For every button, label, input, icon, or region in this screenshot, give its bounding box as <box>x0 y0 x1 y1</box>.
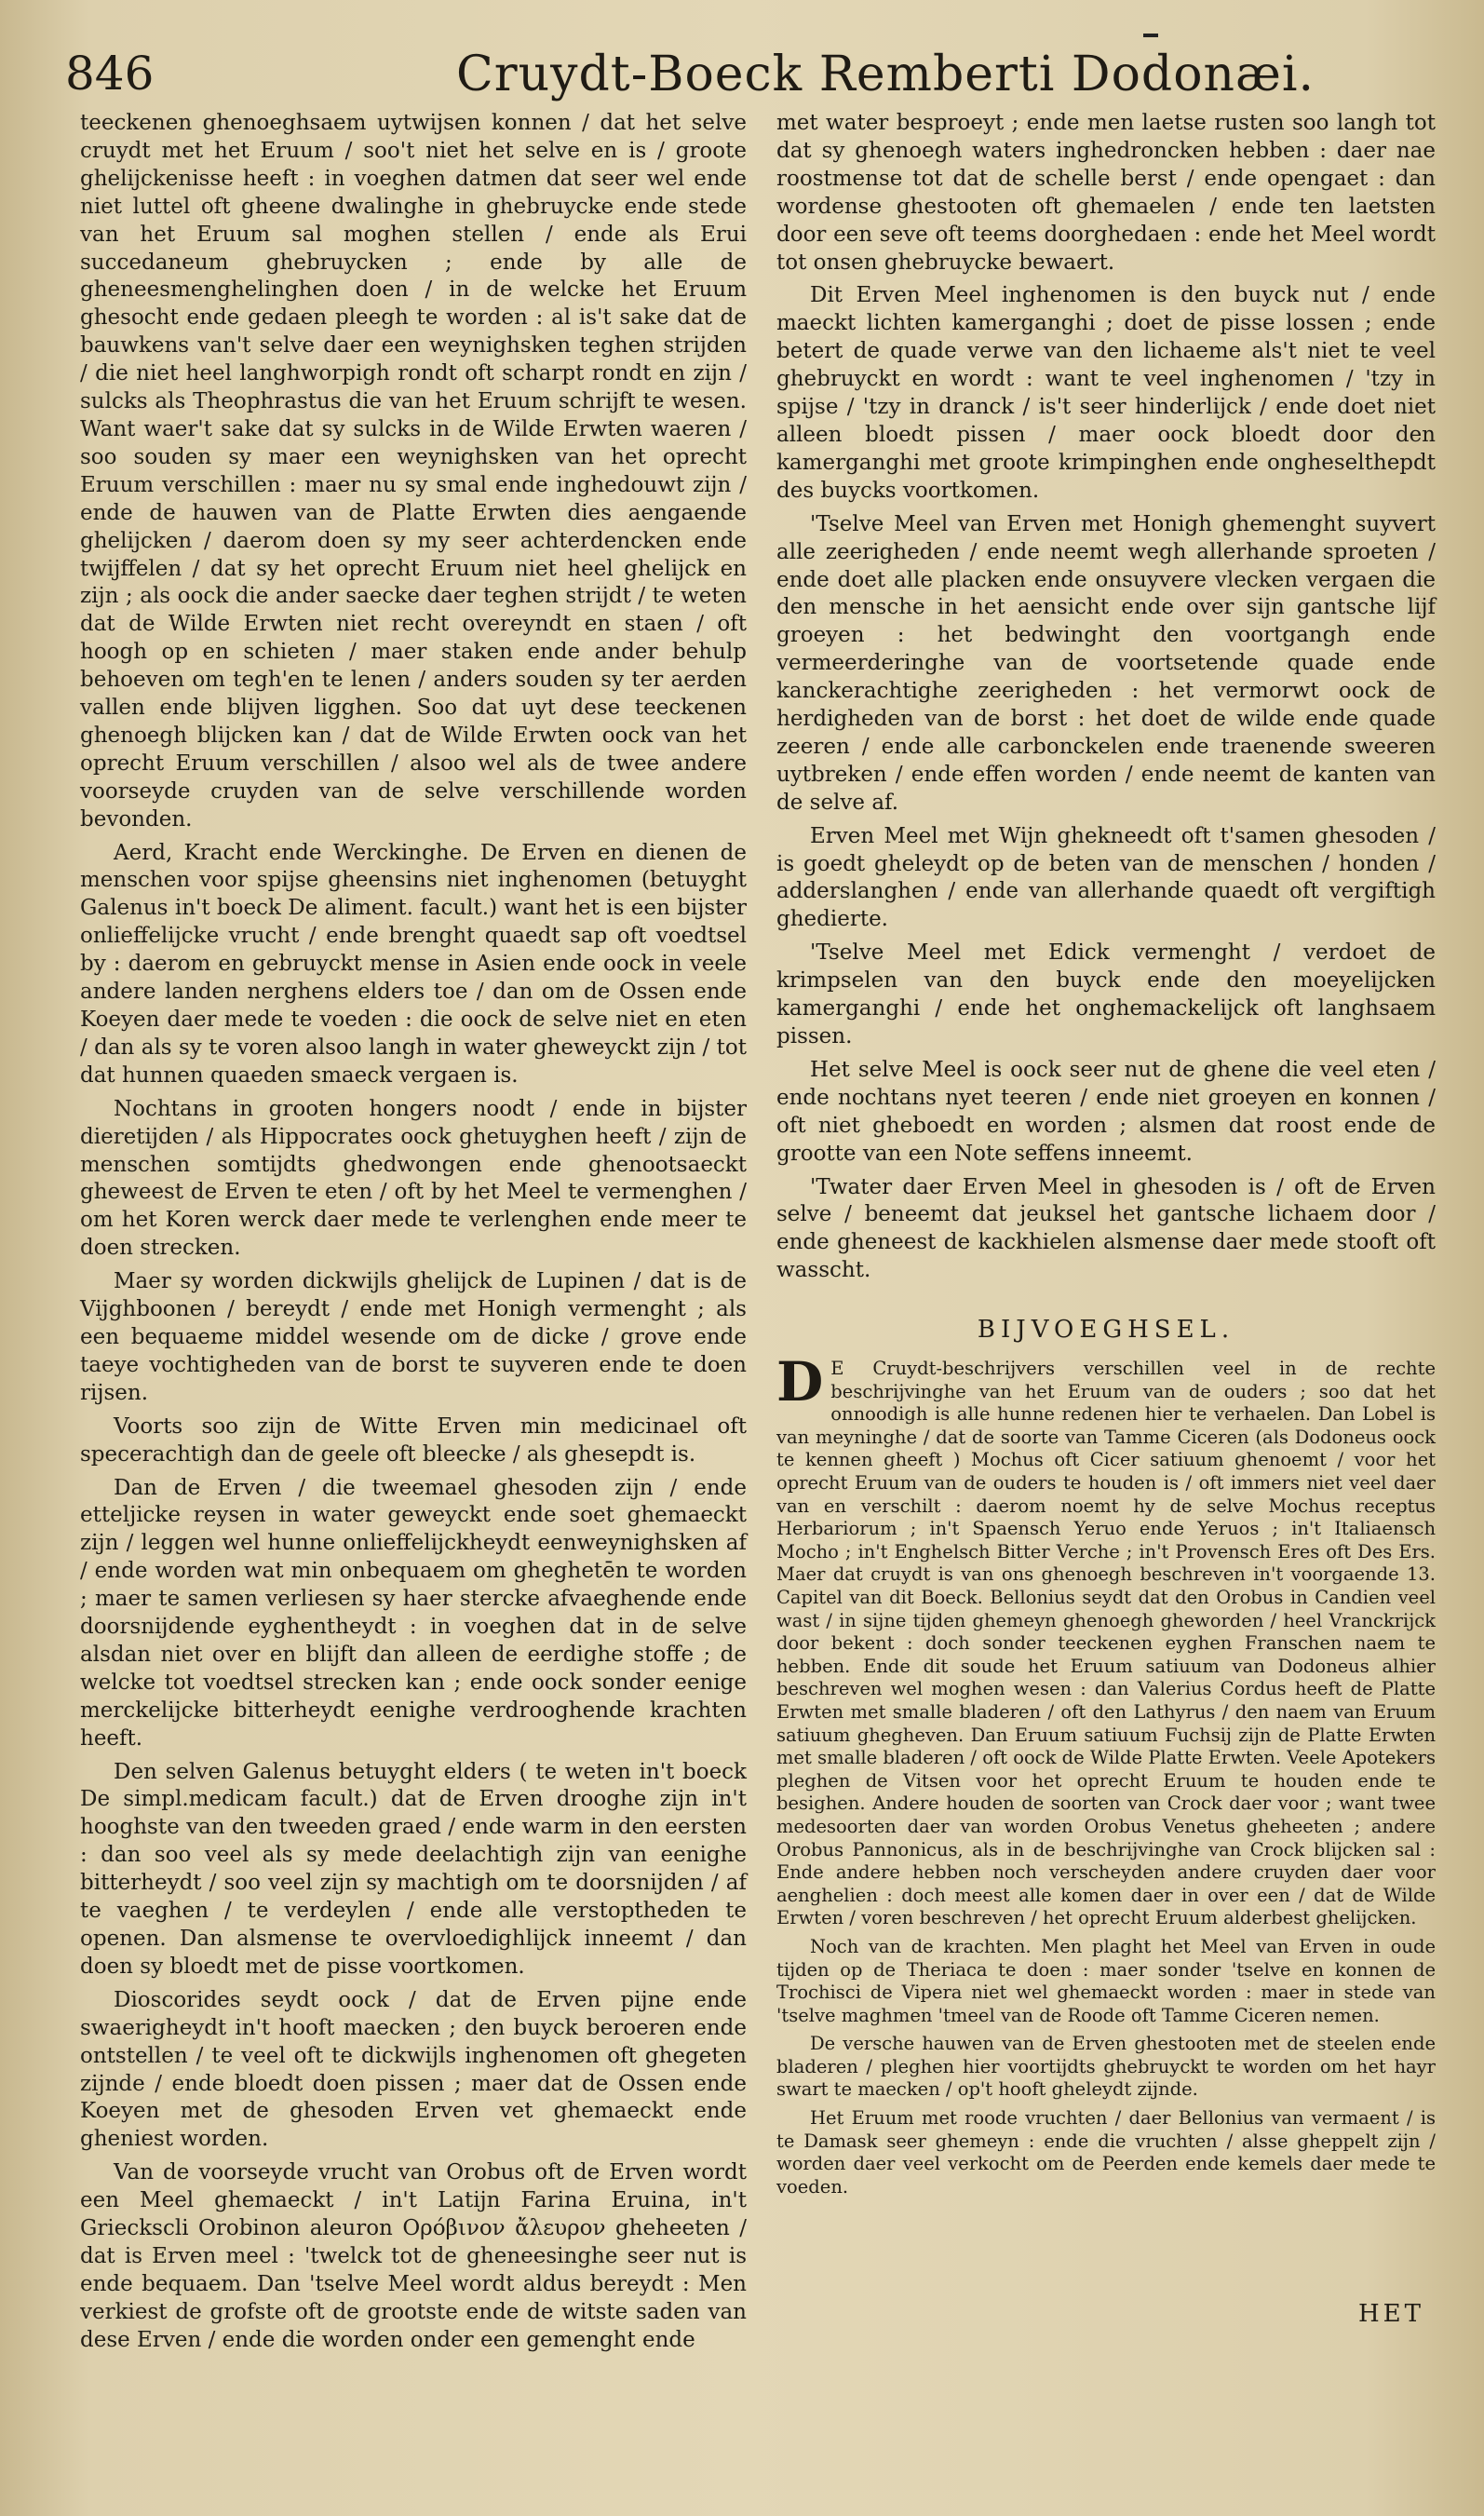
right-paragraph: 'Tselve Meel van Erven met Honigh ghemenght suyvert alle zeerigheden / ende neemt wegh allerhande sproeten / ende doet alle placken ende onsuyvere vlecken vergaen die den mensche in het aensicht ende over sijn gantsche lijf groeyen : het bedwinght den voortgangh ende vermeerderinghe van de voortsetende quade ende kanckerachtighe zeerigheden : het vermorwt oock de herdigheden van de borst : het doet de wilde ende quade zeeren / ende alle carbonckelen ende traenende sweeren uytbreken / ende effen worden / ende neemt de kanten van de selve af. <box>776 511 1436 815</box>
left-paragraph: Dan de Erven / die tweemael ghesoden zijn / ende etteljicke reysen in water geweyckt ende soet ghemaeckt zijn / leggen wel hunne onlieffelijckheydt eenweynighsken af / ende worden wat min onbequaem om gheghetēn te worden ; maer te samen verliesen sy haer stercke afvaeghende ende doorsnijdende eyghentheydt : in voeghen dat in de selve alsdan niet over en blijft dan alleen de eerdighe stoffe ; de welcke tot voedtsel strecken kan ; ende oock sonder eenige merckelijcke bitterheydt eenighe verdrooghende krachten heeft. <box>80 1475 747 1751</box>
drop-cap: D <box>776 1350 824 1414</box>
appendix-paragraph: Het Eruum met roode vruchten / daer Bellonius van vermaent / is te Damask seer ghemeyn : ende die vruchten / alsse gheppelt zijn / worden daer veel verkocht om de Peerden ende kemels daer mede te voeden. <box>776 2107 1436 2198</box>
left-paragraph: Van de voorseyde vrucht van Orobus oft de Erven wordt een Meel ghemaeckt / in't Latijn Farina Eruina, in't Grieckscli Orobinon aleuron Oρόβινον ἄλευρον gheheeten / dat is Erven meel : 'twelck tot de gheneesinghe seer nut is ende bequaem. Dan 'tselve Meel wordt aldus bereydt : Men verkiest de grofste oft de grootste ende de witste saden van dese Erven / ende die worden onder een gemenght ende <box>80 2160 747 2352</box>
right-paragraph: met water besproeyt ; ende men laetse rusten soo langh tot dat sy ghenoegh waters inghedroncken hebben : daer nae roostmense tot dat de schelle berst / ende opengaet : dan wordense ghestooten oft ghemaelen / ende ten laetsten door een seve oft teems doorghedaen : ende het Meel wordt tot onsen ghebruycke bewaert. <box>776 111 1436 275</box>
right-paragraph: Dit Erven Meel inghenomen is den buyck nut / ende maeckt lichten kamerganghi ; doet de pisse lossen ; ende betert de quade verwe van den lichaeme als't niet te veel ghebruyckt en wordt : want te veel inghenomen / 'tzy in spijse / 'tzy in dranck / is't seer hinderlijck / ende doet niet alleen bloedt pissen / maer oock bloedt door den kamerganghi met groote krimpinghen ende ongheselthepdt des buycks voortkomen. <box>776 283 1436 503</box>
left-paragraph: Maer sy worden dickwijls ghelijck de Lupinen / dat is de Vijghboonen / bereydt / ende met Honigh vermenght ; als een bequaeme middel wesende om de dicke / grove ende taeye vochtigheden van de borst te suyveren ende te doen rijsen. <box>80 1269 747 1405</box>
appendix-paragraph: De versche hauwen van de Erven ghestooten met de steelen ende bladeren / pleghen hier voortijdts ghebruyckt te worden om het hayr swart te maecken / op't hooft gheleydt zijnde. <box>776 2033 1436 2101</box>
appendix-heading: BIJVOEGHSEL. <box>977 1316 1235 1345</box>
right-paragraph: Het selve Meel is oock seer nut de ghene die veel eten / ende nochtans nyet teeren / ende niet groeyen en konnen / oft niet gheboedt en worden ; alsmen dat roost ende de grootte van een Note seffens inneemt. <box>776 1057 1436 1166</box>
catchword: HET <box>1358 2300 1424 2328</box>
left-paragraph: Den selven Galenus betuyght elders ( te weten in't boeck De simpl.medicam facult.) dat de Erven drooghe zijn in't hooghste van den tweeden graed / ende warm in den eersten : dan soo veel als sy mede deelachtigh zijn van eenighe bitterheydt / soo veel zijn sy machtigh om te doorsnijden / af te vaeghen / te verdeylen / ende alle verstoptheden te openen. Dan alsmense te overvloedighlijck inneemt / dan doen sy bloedt met de pisse voortkomen. <box>80 1759 747 1979</box>
left-paragraph: Dioscorides seydt oock / dat de Erven pijne ende swaerigheydt in't hooft maecken ; den buyck beroeren ende ontstellen / te veel oft te dickwijls inghenomen oft ghegeten zijnde / ende bloedt doen pissen ; maer dat de Ossen ende Koeyen met de ghesoden Erven vet ghemaeckt ende gheniest worden. <box>80 1987 747 2152</box>
appendix-section <box>776 1350 1436 2198</box>
left-paragraph: Aerd, Kracht ende Werckinghe. De Erven en dienen de menschen voor spijse gheensins niet inghenomen (betuyght Galenus in't boeck De aliment. facult.) want het is een bijster onlieffelijcke vrucht / ende brenght quaedt sap oft voedtsel by : daerom en gebruyckt mense in Asien ende oock in veele andere landen nerghens elders toe / dan om de Ossen ende Koeyen daer mede te voeden : die oock de selve niet en eten / dan als sy te voren alsoo langh in water gheweyckt zijn / tot dat hunnen quaeden smaeck vergaen is. <box>80 840 747 1088</box>
page-number: 846 <box>65 47 155 101</box>
left-column <box>80 110 747 2360</box>
right-paragraph: 'Tselve Meel met Edick vermenght / verdoet de krimpselen van den buyck ende den moeyelijcken kamerganghi / ende het onghemackelijck oft langhsaem pissen. <box>776 940 1436 1048</box>
left-paragraph: Voorts soo zijn de Witte Erven min medicinael oft specerachtigh dan de geele oft bleecke / als ghesepdt is. <box>80 1414 747 1467</box>
right-paragraph: 'Twater daer Erven Meel in ghesoden is / oft de Erven selve / beneemt dat jeuksel het gantsche lichaem door / ende gheneest de kackhielen alsmense daer mede stooft oft wasscht. <box>776 1174 1436 1283</box>
running-title: Cruydt-Boeck Remberti Dodonæi. <box>456 47 1315 102</box>
right-column <box>776 110 1436 2204</box>
appendix-paragraph-text: E Cruydt-beschrijvers verschillen veel in de rechte beschrijvinghe van het Eruum van de ouders ; soo dat het onnoodigh is alle hunne redenen hier te verhaelen. Dan Lobel is van meyninghe / dat de soorte van Tamme Ciceren (als Dodoneus oock te kennen gheeft ) Mochus oft Cicer satiuum ghenoemt / voor het oprecht Eruum van de ouders te houden is / oft immers niet veel daer van en verschilt : daerom noemt hy de selve Mochus receptus Herbariorum ; in't Spaensch Yeruo ende Yeruos ; in't Italiaensch Mocho ; in't Enghelsch Bitter Verche ; in't Provensch Eres oft Des Ers. Maer dat cruydt is van ons ghenoegh beschreven in't voorgaende 13. Capitel van dit Boeck. Bellonius seydt dat den Orobus in Candien veel wast / in sijne tijden ghemeyn ghenoegh gheworden / heel Vranckrijck door bekent : doch sonder teeckenen eyghen Franschen naem te hebben. Ende dit soude het Eruum satiuum van Dodoneus alhier beschreven wel moghen wesen : dan Valerius Cordus heeft de Platte Erwten met smalle bladeren / oft den Lathyrus / den naem van Eruum satiuum ghegheven. Dan Eruum satiuum Fuchsij zijn de Platte Erwten met smalle bladeren / oft oock de Wilde Platte Erwten. Veele Apotekers pleghen de Vitsen voor het oprecht Eruum te houden ende te besighen. Andere houden de soorten van Crock daer voor ; want twee medesoorten daer van worden Orobus Venetus gheheeten ; andere Orobus Pannonicus, als in de beschrijvinghe van Crock blijcken sal : Ende andere hebben noch verscheyden andere cruyden daer voor aenghelien : doch meest alle komen daer in over een / dat de Wilde Erwten / voren beschreven / het oprecht Eruum alderbest ghelijcken. <box>776 1358 1436 1929</box>
appendix-paragraph: Noch van de krachten. Men plaght het Meel van Erven in oude tijden op de Theriaca te doen : maer sonder 'tselve en konnen de Trochisci de Vipera niet wel ghemaeckt worden : maer in stede van 'tselve maghmen 'tmeel van de Roode oft Tamme Ciceren nemen. <box>776 1935 1436 2026</box>
page-header <box>65 37 1428 112</box>
appendix-paragraph <box>776 1350 1436 1930</box>
right-paragraph: Erven Meel met Wijn ghekneedt oft t'samen ghesoden / is goedt gheleydt op de beten van de menschen / honden / adderslanghen / ende van allerhande quaedt oft vergiftigh ghedierte. <box>776 823 1436 932</box>
left-paragraph: Nochtans in grooten hongers noodt / ende in bijster dieretijden / als Hippocrates oock ghetuyghen heeft / zijn de menschen somtijdts ghedwongen ende ghenootsaeckt gheweest de Erven te eten / oft by het Meel te vermenghen / om het Koren werck daer mede te verlenghen ende meer te doen strecken. <box>80 1096 747 1261</box>
left-paragraph: teeckenen ghenoeghsaem uytwijsen konnen / dat het selve cruydt met het Eruum / soo't niet het selve en is / groote ghelijckenisse heeft : in voeghen datmen dat seer wel ende niet luttel oft gheene dwalinghe in ghebruycke ende stede van het Eruum sal moghen stellen / ende als Erui succedaneum ghebruycken ; ende by alle de gheneesmenghelinghen doen / in de welcke het Eruum ghesocht ende gedaen pleegh te worden : al is't sake dat de bauwkens van't selve daer een weynighsken teghen strijden / die niet heel langhworpigh rondt oft scharpt rondt en zijn / sulcks als Theophrastus die van het Eruum schrijft te wesen. Want waer't sake dat sy sulcks in de Wilde Erwten waeren / soo souden sy maer een weynighsken van het oprecht Eruum verschillen : maer nu sy smal ende inghedouwt zijn / ende de hauwen van de Platte Erwten dies aengaende ghelijcken / daerom doen sy my seer achterdencken ende twijffelen / dat sy het oprecht Eruum niet heel ghelijck en zijn ; als oock die ander saecke daer teghen strijdt / te weten dat de Wilde Erwten niet recht overeyndt en staen / oft hoogh op en schieten / maer staken ende ander behulp behoeven om tegh'en te lenen / anders souden sy ter aerden vallen ende blijven ligghen. Soo dat uyt dese teeckenen ghenoegh blijcken kan / dat de Wilde Erwten oock van het oprecht Eruum verschillen / alsoo wel als de twee andere voorseyde cruyden van de selve verschillende worden bevonden. <box>80 111 747 832</box>
